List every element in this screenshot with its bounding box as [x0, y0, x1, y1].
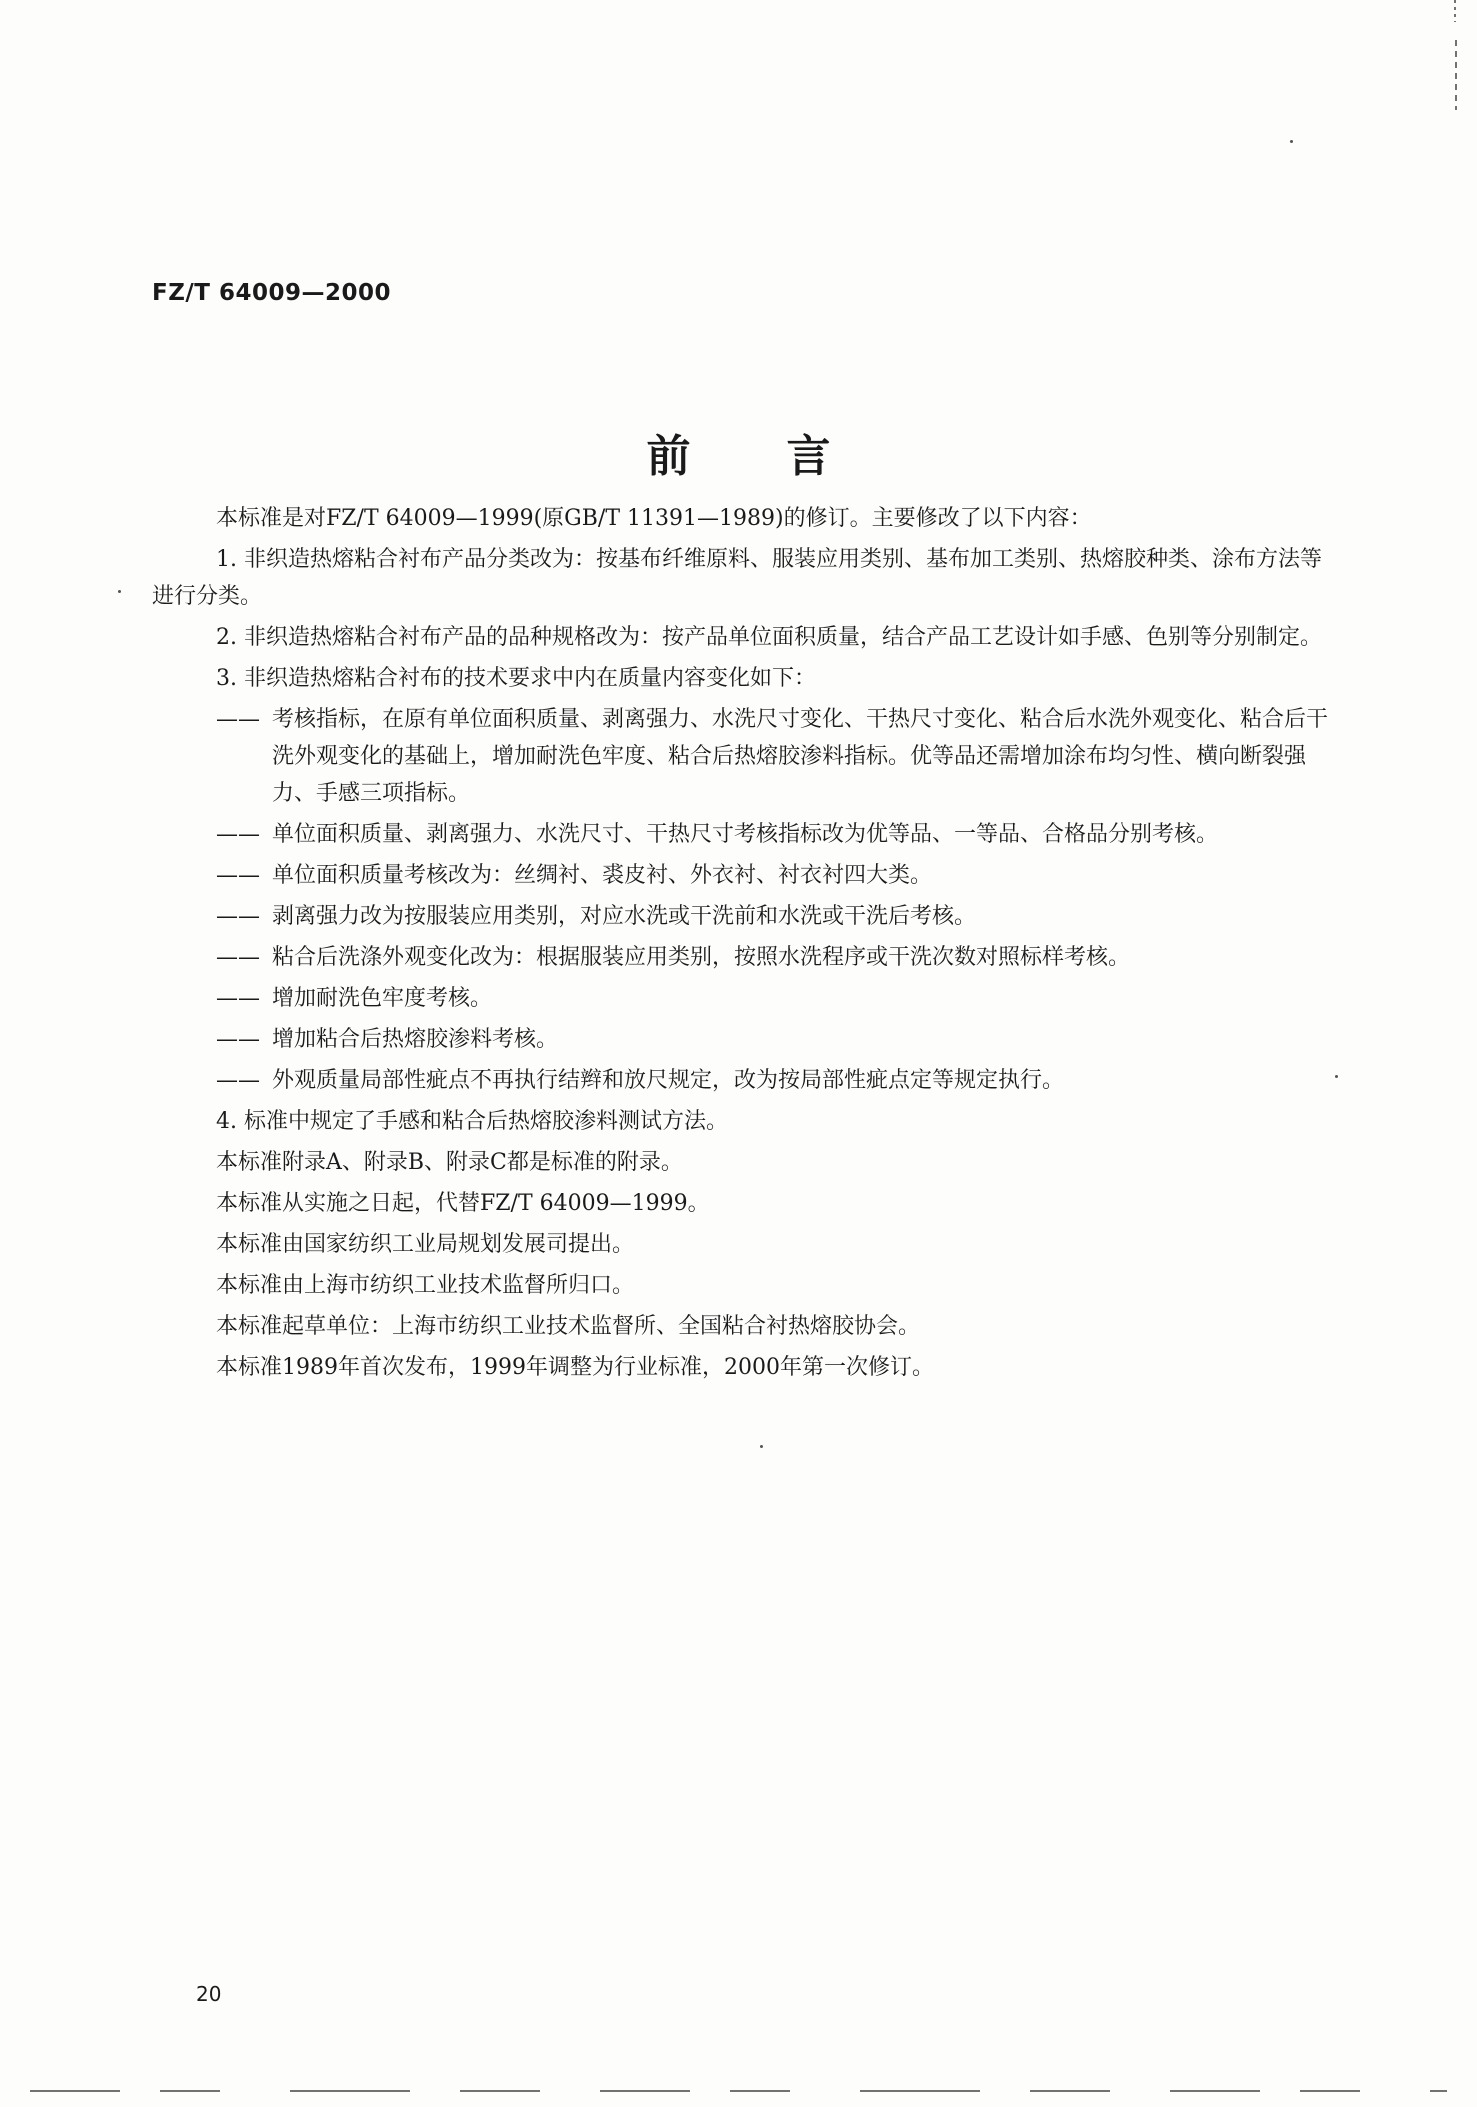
list-item-2: 2. 非织造热熔粘合衬布产品的品种规格改为：按产品单位面积质量，结合产品工艺设计如手感、色别等分别制定。 — [216, 625, 1322, 650]
dash-item — [152, 939, 1332, 976]
document-body — [152, 500, 1332, 1390]
dash-item — [152, 1021, 1332, 1058]
closing-paragraph: 本标准由国家纺织工业局规划发展司提出。 — [216, 1232, 635, 1257]
dash-item-text: 剥离强力改为按服装应用类别，对应水洗或干洗前和水洗或干洗后考核。 — [272, 904, 977, 929]
dash-marker: —— — [216, 707, 260, 732]
scan-speck — [760, 1445, 763, 1448]
list-item-1: 1. 非织造热熔粘合衬布产品分类改为：按基布纤维原料、服装应用类别、基布加工类别、热熔胶种类、涂布方法等进行分类。 — [152, 547, 1322, 609]
dash-item-text: 外观质量局部性疵点不再执行结辫和放尺规定，改为按局部性疵点定等规定执行。 — [272, 1068, 1065, 1093]
dash-item — [152, 816, 1332, 853]
scan-speck — [118, 590, 121, 593]
dash-marker: —— — [216, 986, 260, 1011]
dash-item — [152, 857, 1332, 894]
scan-speck — [1335, 1075, 1338, 1078]
standard-code: FZ/T 64009—2000 — [152, 280, 392, 306]
dash-marker: —— — [216, 1027, 260, 1052]
dash-marker: —— — [216, 822, 260, 847]
dash-item-text: 考核指标，在原有单位面积质量、剥离强力、水洗尺寸变化、干热尺寸变化、粘合后水洗外观变化、粘合后干洗外观变化的基础上，增加耐洗色牢度、粘合后热熔胶渗料指标。优等品还需增加涂布均匀性、横向断裂强力、手感三项指标。 — [272, 707, 1329, 806]
dash-item-text: 增加耐洗色牢度考核。 — [272, 986, 493, 1011]
dash-item-text: 单位面积质量考核改为：丝绸衬、裘皮衬、外衣衬、衬衣衬四大类。 — [272, 863, 933, 888]
list-item-4: 4. 标准中规定了手感和粘合后热熔胶渗料测试方法。 — [216, 1109, 728, 1134]
scan-edge-marks — [1451, 0, 1459, 120]
page-title: 前言 — [646, 431, 927, 482]
list-item-3: 3. 非织造热熔粘合衬布的技术要求中内在质量内容变化如下： — [216, 666, 816, 691]
closing-paragraph: 本标准由上海市纺织工业技术监督所归口。 — [216, 1273, 635, 1298]
dash-marker: —— — [216, 863, 260, 888]
dash-marker: —— — [216, 904, 260, 929]
closing-paragraph: 本标准起草单位：上海市纺织工业技术监督所、全国粘合衬热熔胶协会。 — [216, 1314, 921, 1339]
page-number: 20 — [196, 1982, 222, 2006]
intro-paragraph: 本标准是对FZ/T 64009—1999(原GB/T 11391—1989)的修订。主要修改了以下内容： — [216, 506, 1092, 531]
closing-paragraph: 本标准1989年首次发布，1999年调整为行业标准，2000年第一次修订。 — [216, 1355, 934, 1380]
dash-marker: —— — [216, 945, 260, 970]
scan-bottom-edge — [30, 2090, 1447, 2092]
dash-item — [152, 980, 1332, 1017]
dash-marker: —— — [216, 1068, 260, 1093]
closing-paragraph: 本标准附录A、附录B、附录C都是标准的附录。 — [216, 1150, 683, 1175]
dash-item-text: 粘合后洗涤外观变化改为：根据服装应用类别，按照水洗程序或干洗次数对照标样考核。 — [272, 945, 1131, 970]
dash-item — [152, 898, 1332, 935]
dash-list — [152, 701, 1332, 1099]
dash-item — [152, 1062, 1332, 1099]
closing-paragraph: 本标准从实施之日起，代替FZ/T 64009—1999。 — [216, 1191, 710, 1216]
dash-item — [152, 701, 1332, 812]
scan-speck — [1290, 140, 1293, 143]
dash-item-text: 单位面积质量、剥离强力、水洗尺寸、干热尺寸考核指标改为优等品、一等品、合格品分别考核。 — [272, 822, 1219, 847]
dash-item-text: 增加粘合后热熔胶渗料考核。 — [272, 1027, 559, 1052]
